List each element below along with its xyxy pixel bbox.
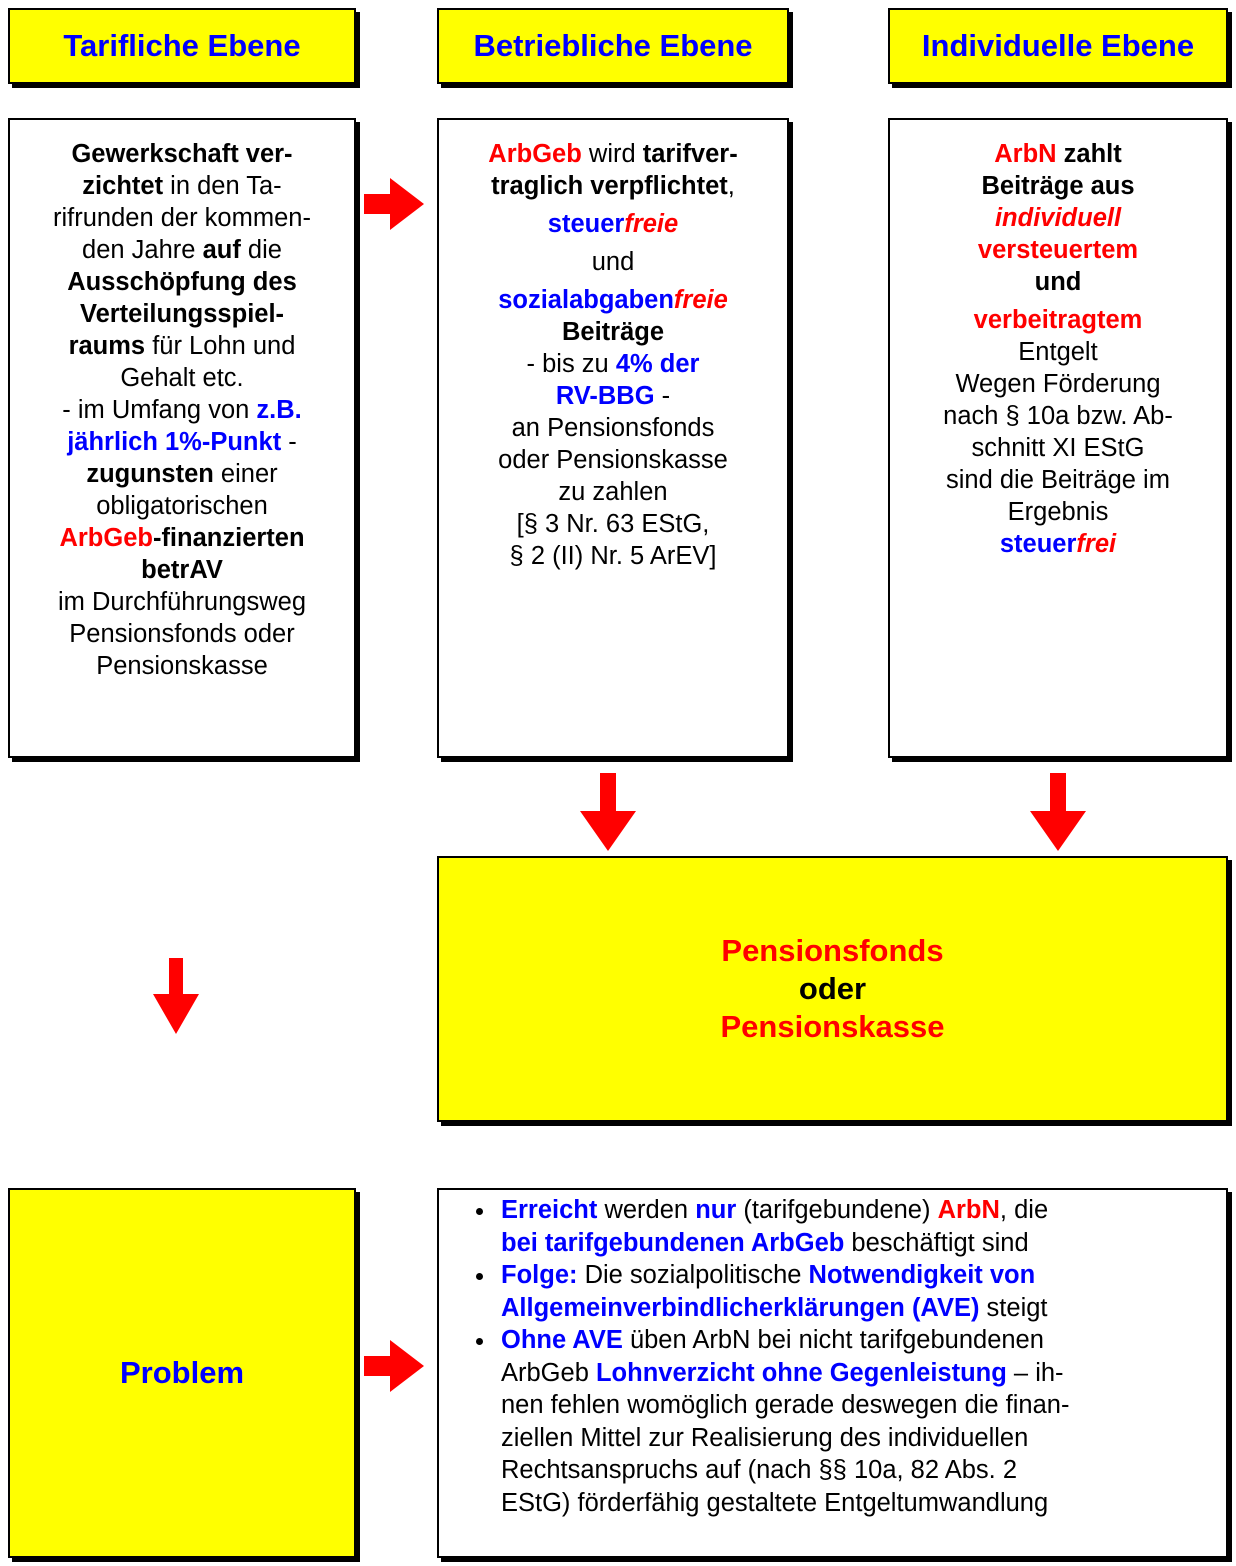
text-fragment: ArbN	[937, 1196, 1000, 1224]
text-fragment: Beiträge aus	[981, 172, 1135, 200]
text-fragment: Notwendigkeit von	[808, 1261, 1036, 1289]
text-fragment: oder	[798, 971, 867, 1006]
text-fragment: steuer	[547, 210, 625, 238]
text-fragment: Erreicht	[501, 1196, 598, 1224]
text-fragment: sind die Beiträge im	[946, 466, 1170, 494]
box-pensionsfonds-oder-pensionskasse	[437, 856, 1228, 1122]
text-fragment: Pensionsfonds oder	[69, 620, 295, 648]
text-fragment: nur	[695, 1196, 737, 1224]
text-fragment: zichtet	[82, 172, 164, 200]
text-fragment: z.B.	[256, 396, 302, 424]
arrow-right-icon	[364, 1340, 426, 1392]
text-fragment: Pensionskasse	[720, 1009, 945, 1044]
arrow-right-icon	[364, 178, 426, 230]
text-fragment: -finanzierten	[152, 524, 305, 552]
text-fragment: frei	[1076, 530, 1117, 558]
text-fragment: Pensionsfonds	[721, 933, 944, 968]
text-fragment: verbeitragtem	[973, 306, 1143, 334]
text-fragment: EStG) förderfähig gestaltete Entgeltumwandlung	[501, 1488, 1049, 1517]
text-fragment: Rechtsanspruchs auf (nach §§ 10a, 82 Abs. 2	[501, 1456, 1018, 1484]
text-fragment: einer	[213, 460, 278, 488]
text-fragment: die	[240, 236, 282, 264]
text-fragment: freie	[624, 210, 679, 238]
text-fragment: ArbGeb	[488, 140, 582, 168]
text-fragment: § 2 (II) Nr. 5 ArEV]	[509, 542, 717, 570]
text-fragment: betrAV	[141, 556, 223, 584]
text-fragment: nen fehlen womöglich gerade deswegen die finan-	[501, 1391, 1070, 1419]
list-item	[497, 1259, 1226, 1324]
text-fragment: Tarifliche Ebene	[63, 28, 301, 63]
text-fragment: Pensionskasse	[96, 652, 268, 680]
text-fragment: oder Pensionskasse	[498, 446, 728, 474]
box-betriebliche-ebene	[437, 118, 789, 758]
text-fragment: im Durchführungsweg	[57, 588, 307, 616]
text-fragment: auf	[202, 236, 241, 264]
text-fragment: -	[281, 428, 297, 456]
text-fragment: rifrunden der kommen-	[53, 204, 311, 232]
list-item	[497, 1194, 1226, 1259]
text-fragment: ArbGeb	[59, 524, 153, 552]
text-fragment: für Lohn und	[145, 332, 296, 360]
text-fragment: beschäftigt sind	[844, 1228, 1029, 1257]
text-fragment: zu zahlen	[558, 478, 668, 506]
text-fragment: an Pensionsfonds	[511, 414, 715, 442]
text-fragment: wird	[581, 140, 643, 168]
text-fragment: Ohne AVE	[501, 1326, 623, 1354]
text-fragment: freie	[673, 286, 728, 314]
text-fragment: Verteilungsspiel-	[79, 300, 285, 328]
text-fragment: RV-BBG	[555, 382, 655, 410]
text-fragment: Gewerkschaft ver-	[71, 140, 293, 168]
text-fragment: tarifver-	[642, 140, 738, 168]
text-fragment: und	[591, 248, 635, 276]
box-individuelle-ebene	[888, 118, 1228, 758]
problem-box	[8, 1188, 356, 1558]
text-fragment: obligatorischen	[96, 492, 268, 520]
text-fragment: ArbGeb	[501, 1358, 596, 1387]
text-fragment: 4% der	[615, 350, 700, 378]
text-fragment: [§ 3 Nr. 63 EStG,	[516, 510, 710, 538]
text-fragment: steigt	[979, 1293, 1048, 1322]
text-fragment: ArbN	[994, 140, 1057, 168]
text-fragment: -	[654, 382, 671, 410]
text-fragment: Individuelle Ebene	[921, 28, 1195, 63]
list-item	[497, 1324, 1226, 1519]
text-fragment: traglich verpflichtet	[491, 172, 728, 200]
text-fragment: Allgemeinverbindlicherklärungen (AVE)	[501, 1293, 980, 1322]
text-fragment: , die	[999, 1196, 1049, 1224]
text-fragment: und	[1034, 268, 1082, 296]
box-tarifliche-ebene	[8, 118, 356, 758]
text-fragment: den Jahre	[82, 236, 203, 264]
text-fragment: üben ArbN bei nicht tarifgebundenen	[622, 1326, 1044, 1354]
text-fragment: (tarifgebundene)	[736, 1196, 938, 1224]
text-fragment: - bis zu	[526, 350, 616, 378]
text-fragment: Ausschöpfung des	[67, 268, 297, 296]
text-fragment: steuer	[999, 530, 1077, 558]
arrow-down-icon	[153, 958, 199, 1034]
text-fragment: zahlt	[1056, 140, 1122, 168]
text-fragment: Problem	[119, 1355, 245, 1390]
arrow-down-icon	[580, 773, 636, 851]
text-fragment: zugunsten	[86, 460, 214, 488]
header-tarifliche-ebene	[8, 8, 356, 84]
text-fragment: jährlich 1%-Punkt	[67, 428, 282, 456]
text-fragment: Ergebnis	[1007, 498, 1109, 526]
text-fragment: versteuertem	[977, 236, 1139, 264]
text-fragment: ziellen Mittel zur Realisierung des individuellen	[501, 1423, 1029, 1452]
text-fragment: Gehalt etc.	[120, 364, 244, 392]
text-fragment: individuell	[994, 204, 1122, 232]
text-fragment: in den Ta-	[163, 172, 282, 200]
text-fragment: Betriebliche Ebene	[473, 28, 753, 63]
text-fragment: schnitt XI EStG	[971, 434, 1145, 462]
text-fragment: Die sozialpolitische	[577, 1261, 809, 1289]
text-fragment: ,	[727, 172, 735, 200]
text-fragment: Beiträge	[561, 318, 665, 346]
text-fragment: werden	[597, 1196, 696, 1224]
header-individuelle-ebene	[888, 8, 1228, 84]
text-fragment: Wegen Förderung	[955, 370, 1161, 398]
text-fragment: Lohnverzicht ohne Gegenleistung	[595, 1358, 1007, 1387]
text-fragment: Folge:	[501, 1261, 578, 1289]
text-fragment: bei tarifgebundenen ArbGeb	[501, 1228, 845, 1257]
problem-details-box	[437, 1188, 1228, 1558]
text-fragment: – ih-	[1006, 1358, 1064, 1387]
text-fragment: sozialabgaben	[498, 286, 674, 314]
text-fragment: - im Umfang von	[62, 396, 257, 424]
text-fragment: nach § 10a bzw. Ab-	[943, 402, 1173, 430]
header-betriebliche-ebene	[437, 8, 789, 84]
text-fragment: raums	[68, 332, 146, 360]
problem-bullet-list	[439, 1194, 1226, 1519]
arrow-down-icon	[1030, 773, 1086, 851]
text-fragment: Entgelt	[1018, 338, 1098, 366]
